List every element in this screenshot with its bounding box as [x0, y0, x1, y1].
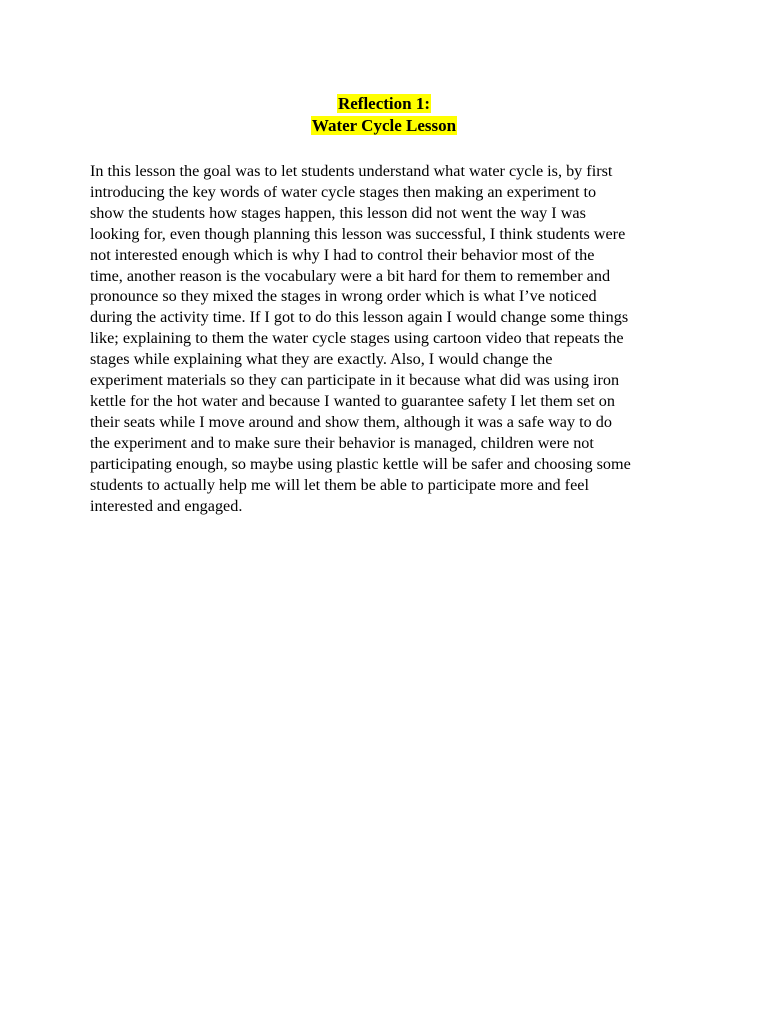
heading-line-1: [0, 93, 768, 115]
reflection-paragraph: [90, 161, 690, 516]
paragraph-line: show the students how stages happen, this lesson did not went the way I was: [90, 203, 586, 222]
paragraph-line: their seats while I move around and show them, although it was a safe way to do: [90, 412, 612, 431]
document-heading: [0, 93, 768, 137]
paragraph-line: during the activity time. If I got to do this lesson again I would change some things: [90, 308, 629, 327]
paragraph-line: like; explaining to them the water cycle stages using cartoon video that repeats the: [90, 329, 624, 348]
paragraph-line: time, another reason is the vocabulary were a bit hard for them to remember and: [90, 266, 611, 285]
paragraph-line: students to actually help me will let them be able to participate more and feel: [90, 475, 589, 494]
paragraph-line: In this lesson the goal was to let students understand what water cycle is, by first: [90, 162, 613, 180]
heading-line-2: [0, 115, 768, 137]
paragraph-line: pronounce so they mixed the stages in wrong order which is what I’ve noticed: [90, 287, 597, 306]
paragraph-line: introducing the key words of water cycle stages then making an experiment to: [90, 182, 597, 201]
paragraph-line: experiment materials so they can participate in it because what did was using iron: [90, 371, 620, 390]
paragraph-line: the experiment and to make sure their behavior is managed, children were not: [90, 433, 594, 452]
paragraph-line: participating enough, so maybe using plastic kettle will be safer and choosing some: [90, 454, 631, 473]
paragraph-line: kettle for the hot water and because I wanted to guarantee safety I let them set on: [90, 391, 615, 410]
lesson-title: Water Cycle Lesson: [311, 116, 457, 135]
paragraph-line: stages while explaining what they are exactly. Also, I would change the: [90, 350, 553, 369]
paragraph-line: interested and engaged.: [90, 496, 243, 515]
paragraph-line: looking for, even though planning this lesson was successful, I think students were: [90, 224, 626, 243]
reflection-title: Reflection 1:: [337, 94, 431, 113]
paragraph-line: not interested enough which is why I had to control their behavior most of the: [90, 245, 595, 264]
